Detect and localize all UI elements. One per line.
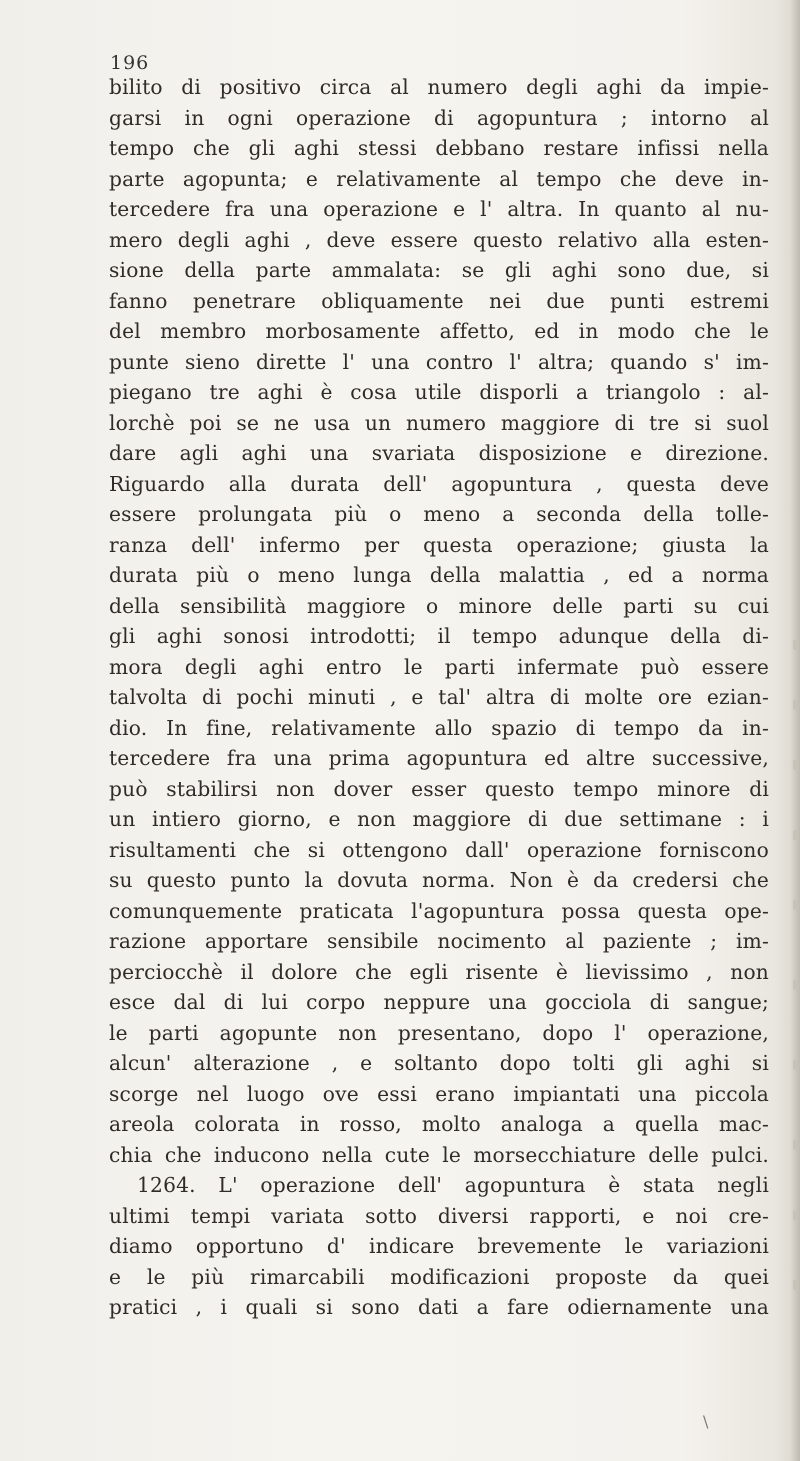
- text-line: dio. In fine, relativamente allo spazio di tempo da in-: [109, 715, 769, 740]
- text-line: su questo punto la dovuta norma. Non è da credersi che: [109, 868, 769, 892]
- edge-speck: [793, 1060, 797, 1070]
- text-line: esce dal di lui corpo neppure una gocciola di sangue;: [109, 990, 769, 1014]
- text-line: ranza dell' infermo per questa operazione; giusta la: [109, 532, 769, 557]
- paragraph-start-line: 1264. L' operazione dell' agopuntura è stata negli: [137, 1173, 769, 1197]
- text-line: punte sieno dirette l' una contro l' altra; quando s' im-: [109, 349, 769, 374]
- text-line: chia che inducono nella cute le morsecchiature delle pulci.: [109, 1142, 769, 1167]
- text-line: talvolta di pochi minuti , e tal' altra di molte ore ezian-: [109, 685, 769, 709]
- text-line: tercedere fra una operazione e l' altra. In quanto al nu-: [109, 197, 769, 221]
- text-line: Riguardo alla durata dell' agopuntura , questa deve: [109, 471, 769, 496]
- edge-speck: [793, 640, 797, 650]
- edge-speck: [793, 700, 797, 710]
- text-line: razione apportare sensibile nocimento al paziente ; im-: [109, 929, 769, 953]
- text-line: bilito di positivo circa al numero degli aghi da impie-: [109, 75, 769, 99]
- text-line: scorge nel luogo ove essi erano impiantati una piccola: [109, 1081, 769, 1106]
- text-line: può stabilirsi non dover esser questo tempo minore di: [109, 776, 769, 801]
- text-line: ultimi tempi variata sotto diversi rapporti, e noi cre-: [109, 1203, 769, 1228]
- text-line: dare agli aghi una svariata disposizione e direzione.: [109, 441, 769, 465]
- edge-speck: [793, 900, 797, 910]
- text-line: pratici , i quali si sono dati a fare odiernamente una: [109, 1295, 769, 1319]
- text-line: mero degli aghi , deve essere questo relativo alla esten-: [109, 227, 769, 252]
- edge-speck: [793, 1140, 797, 1150]
- text-line: durata più o meno lunga della malattia , ed a norma: [109, 563, 769, 587]
- edge-speck: [793, 1280, 797, 1290]
- edge-speck: [793, 830, 797, 840]
- edge-speck: [793, 980, 797, 990]
- text-line: alcun' alterazione , e soltanto dopo tolti gli aghi si: [109, 1051, 769, 1075]
- text-line: gli aghi sonosi introdotti; il tempo adunque della di-: [109, 624, 769, 648]
- text-line: piegano tre aghi è cosa utile disporli a triangolo : al-: [109, 380, 769, 404]
- edge-speck: [793, 1210, 797, 1220]
- text-line: essere prolungata più o meno a seconda della tolle-: [109, 502, 769, 526]
- page-number: 196: [110, 52, 150, 74]
- text-line: della sensibilità maggiore o minore delle parti su cui: [109, 593, 769, 618]
- text-line: diamo opportuno d' indicare brevemente le variazioni: [109, 1234, 769, 1258]
- text-line: parte agopunta; e relativamente al tempo che deve in-: [109, 166, 769, 191]
- text-line: risultamenti che si ottengono dall' operazione forniscono: [109, 837, 769, 862]
- text-line: del membro morbosamente affetto, ed in modo che le: [109, 319, 769, 343]
- text-line: sione della parte ammalata: se gli aghi sono due, si: [109, 258, 769, 282]
- page-edge-shadow: [790, 0, 800, 1461]
- text-line: perciocchè il dolore che egli risente è lievissimo , non: [109, 959, 769, 984]
- text-line: mora degli aghi entro le parti infermate può essere: [109, 654, 769, 679]
- text-line: fanno penetrare obliquamente nei due punti estremi: [109, 288, 769, 313]
- text-line: le parti agopunte non presentano, dopo l' operazione,: [109, 1020, 769, 1045]
- text-line: un intiero giorno, e non maggiore di due settimane : i: [109, 807, 769, 831]
- edge-speck: [793, 760, 797, 770]
- body-text: [109, 72, 769, 1323]
- text-line: tempo che gli aghi stessi debbano restare infissi nella: [109, 136, 769, 160]
- text-line: comunquemente praticata l'agopuntura possa questa ope-: [109, 898, 769, 923]
- text-line: areola colorata in rosso, molto analoga a quella mac-: [109, 1112, 769, 1136]
- text-line: lorchè poi se ne usa un numero maggiore di tre si suol: [109, 410, 769, 435]
- stray-mark: \: [703, 1412, 709, 1431]
- text-line: garsi in ogni operazione di agopuntura ; intorno al: [109, 105, 769, 130]
- text-line: tercedere fra una prima agopuntura ed altre successive,: [109, 746, 769, 770]
- text-line: e le più rimarcabili modificazioni proposte da quei: [109, 1264, 769, 1289]
